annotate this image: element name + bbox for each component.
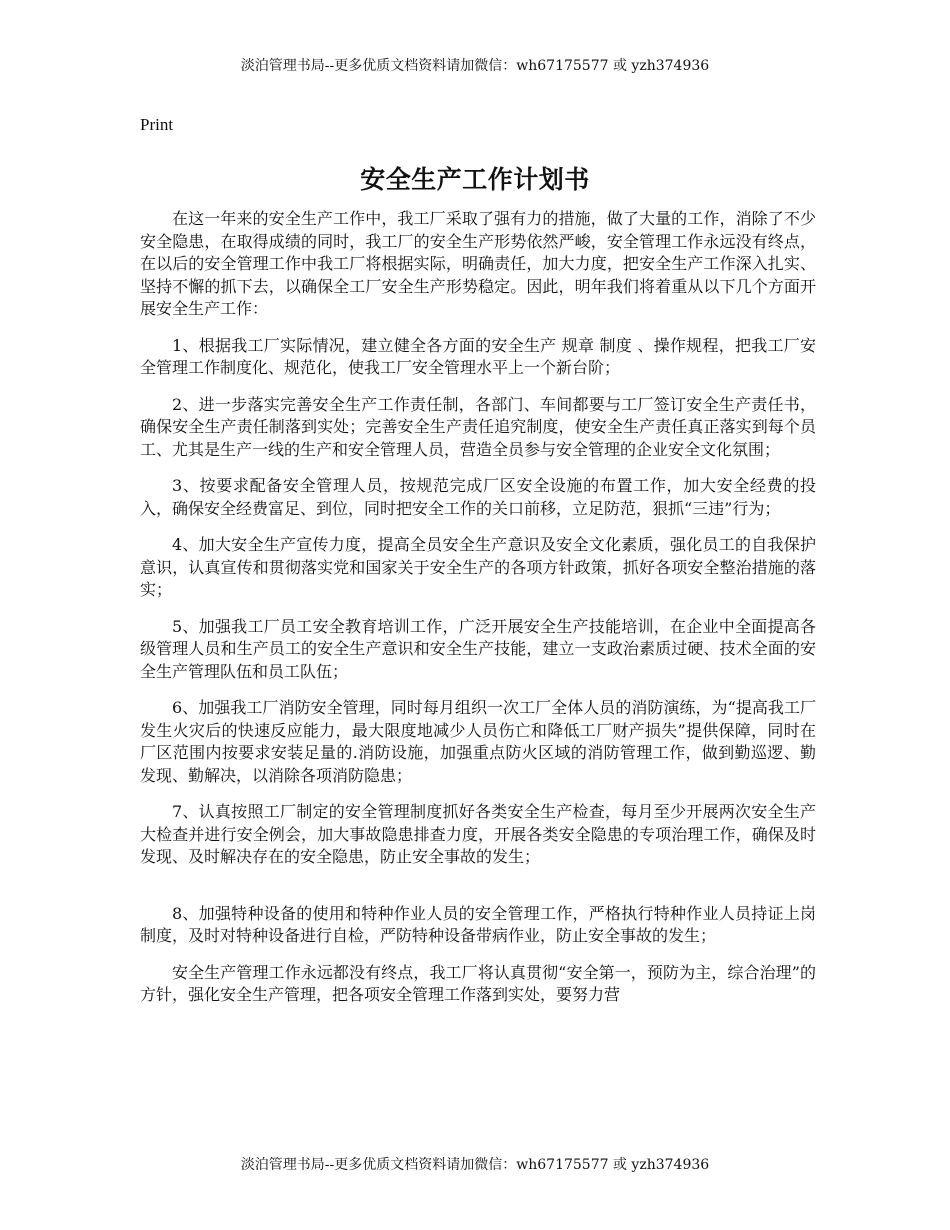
closing-paragraph: 安全生产管理工作永远都没有终点，我工厂将认真贯彻“安全第一，预防为主，综合治理”的方针，强化安全生产管理，把各项安全管理工作落到实处，要努力营 [140,962,816,1004]
document-title: 安全生产工作计划书 [360,165,590,194]
item-paragraph-3: 3、按要求配备安全管理人员，按规范完成厂区安全设施的布置工作，加大安全经费的投入，确保安全经费富足、到位，同时把安全工作的关口前移，立足防范，狠抓“三违”行为； [140,476,816,518]
intro-paragraph: 在这一年来的安全生产工作中，我工厂采取了强有力的措施，做了大量的工作，消除了不少安全隐患，在取得成绩的同时，我工厂的安全生产形势依然严峻，安全管理工作永远没有终点，在以后的安全管理工作中我工厂将根据实际，明确责任，加大力度，把安全生产工作深入扎实、坚持不懈的抓下去，以确保全工厂安全生产形势稳定。因此，明年我们将着重从以下几个方面开展安全生产工作： [140,209,816,318]
item-paragraph-5: 5、加强我工厂员工安全教育培训工作，广泛开展安全生产技能培训，在企业中全面提高各级管理人员和生产员工的安全生产意识和安全生产技能，建立一支政治素质过硬、技术全面的安全生产管理队伍和员工队伍； [140,616,816,681]
print-label: Print [140,115,174,134]
document-body [140,208,816,1021]
item-paragraph-6: 6、加强我工厂消防安全管理，同时每月组织一次工厂全体人员的消防演练，为“提高我工厂发生火灾后的快速反应能力，最大限度地减少人员伤亡和降低工厂财产损失”提供保障，同时在厂区范围内按要求安装足量的.消防设施，加强重点防火区域的消防管理工作，做到勤巡逻、勤发现、勤解决，以消除各项消防隐患； [140,698,816,785]
item-paragraph-7: 7、认真按照工厂制定的安全管理制度抓好各类安全生产检查，每月至少开展两次安全生产大检查并进行安全例会，加大事故隐患排查力度，开展各类安全隐患的专项治理工作，确保及时发现、及时解决存在的安全隐患，防止安全事故的发生； [140,802,816,866]
item-paragraph-1: 1、根据我工厂实际情况，建立健全各方面的安全生产 规章 制度 、操作规程，把我工厂安全管理工作制度化、规范化，使我工厂安全管理水平上一个新台阶； [140,335,816,377]
item-paragraph-8: 8、加强特种设备的使用和特种作业人员的安全管理工作，严格执行特种作业人员持证上岗制度，及时对特种设备进行自检，严防特种设备带病作业，防止安全事故的发生； [140,903,816,945]
page-footer: 淡泊管理书局--更多优质文档资料请加微信：wh67175577 或 yzh374936 [240,1157,710,1173]
item-paragraph-4: 4、加大安全生产宣传力度，提高全员安全生产意识及安全文化素质，强化员工的自我保护意识，认真宣传和贯彻落实党和国家关于安全生产的各项方针政策，抓好各项安全整治措施的落实； [140,535,816,599]
page-header: 淡泊管理书局--更多优质文档资料请加微信：wh67175577 或 yzh374936 [240,58,710,74]
item-paragraph-2: 2、进一步落实完善安全生产工作责任制，各部门、车间都要与工厂签订安全生产责任书，确保安全生产责任制落到实处；完善安全生产责任追究制度，使安全生产责任真正落实到每个员工、尤其是生产一线的生产和安全管理人员，营造全员参与安全管理的企业安全文化氛围； [140,394,816,459]
